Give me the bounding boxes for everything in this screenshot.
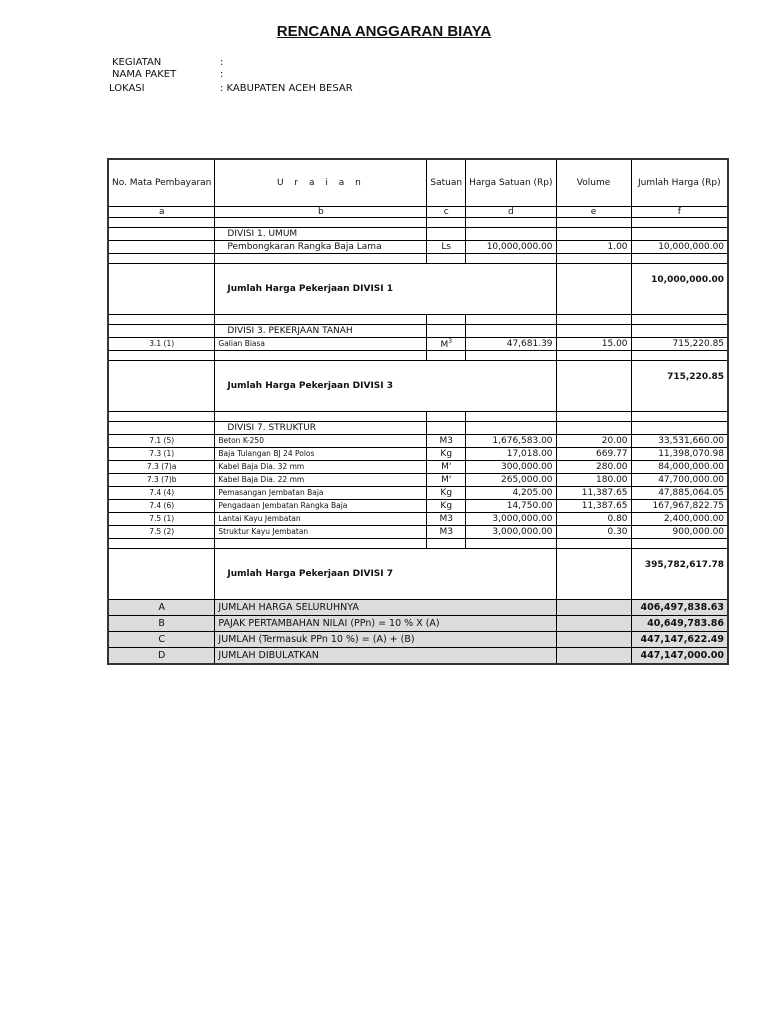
document-title: RENCANA ANGGARAN BIAYA [276,23,492,40]
table-row: 7.5 (1) Lantai Kayu Jembatan M3 3,000,000.00 0.80 2,400,000.00 [108,513,728,526]
spacer-row [108,412,728,422]
table-row: 7.5 (2) Struktur Kayu Jembatan M3 3,000,000.00 0.30 900,000.00 [108,526,728,539]
budget-table [107,158,729,665]
table-row: 7.3 (7)b Kabel Baja Dia. 22 mm M' 265,000.00 180.00 47,700,000.00 [108,474,728,487]
column-letter-row [108,207,728,218]
division-3-sum-value: 715,220.85 [631,361,728,412]
spacer-row [108,539,728,549]
header-no: No. Mata Pembayaran [108,159,215,207]
division-title-row [108,228,728,241]
spacer-row [108,351,728,361]
table-row: 7.4 (6) Pengadaan Jembatan Rangka Baja Kg 14,750.00 11,387.65 167,967,822.75 [108,500,728,513]
division-title-row [108,325,728,338]
total-row-d: D JUMLAH DIBULATKAN 447,147,000.00 [108,648,728,665]
header-uraian: U r a i a n [215,159,427,207]
division-1-sum-label: Jumlah Harga Pekerjaan DIVISI 1 [215,264,556,315]
spacer-row [108,315,728,325]
table-row: Pembongkaran Rangka Baja Lama Ls 10,000,000.00 1.00 10,000,000.00 [108,241,728,254]
table-row: 7.3 (1) Baja Tulangan BJ 24 Polos Kg 17,018.00 669.77 11,398,070.98 [108,448,728,461]
table-row: 7.3 (7)a Kabel Baja Dia. 32 mm M' 300,000.00 280.00 84,000,000.00 [108,461,728,474]
letter-a: a [108,207,215,218]
table-header-row [108,159,728,207]
header-harga: Harga Satuan (Rp) [466,159,556,207]
division-1-sum-value: 10,000,000.00 [631,264,728,315]
header-jumlah: Jumlah Harga (Rp) [631,159,728,207]
division-sum-row [108,549,728,600]
header-satuan: Satuan [427,159,466,207]
meta-label-kegiatan: KEGIATAN [112,57,162,68]
division-sum-row [108,361,728,412]
meta-value-kegiatan: : [220,57,224,68]
division-7-title: DIVISI 7. STRUKTUR [215,422,427,435]
meta-label-nama-paket: NAMA PAKET [112,69,177,80]
total-row-c: C JUMLAH (Termasuk PPn 10 %) = (A) + (B) 447,147,622.49 [108,632,728,648]
division-7-sum-value: 395,782,617.78 [631,549,728,600]
division-sum-row [108,264,728,315]
letter-f: f [631,207,728,218]
spacer-row [108,218,728,228]
division-3-title: DIVISI 3. PEKERJAAN TANAH [215,325,427,338]
header-volume: Volume [556,159,631,207]
letter-d: d [466,207,556,218]
total-row-b: B PAJAK PERTAMBAHAN NILAI (PPn) = 10 % X (A) 40,649,783.86 [108,616,728,632]
total-row-a: A JUMLAH HARGA SELURUHNYA 406,497,838.63 [108,600,728,616]
table-row: 7.4 (4) Pemasangan Jembatan Baja Kg 4,205.00 11,387.65 47,885,064.05 [108,487,728,500]
table-row: 7.1 (5) Beton K-250 M3 1,676,583.00 20.00 33,531,660.00 [108,435,728,448]
letter-c: c [427,207,466,218]
division-7-sum-label: Jumlah Harga Pekerjaan DIVISI 7 [215,549,556,600]
division-1-title: DIVISI 1. UMUM [215,228,427,241]
division-title-row [108,422,728,435]
meta-value-lokasi: : KABUPATEN ACEH BESAR [220,83,353,94]
spacer-row [108,254,728,264]
meta-value-nama-paket: : [220,69,224,80]
meta-block [0,57,768,97]
table-row: 3.1 (1) Galian Biasa $M^3$ 47,681.39 15.00 715,220.85 [108,338,728,351]
letter-e: e [556,207,631,218]
letter-b: b [215,207,427,218]
meta-label-lokasi: LOKASI [109,83,145,94]
division-3-sum-label: Jumlah Harga Pekerjaan DIVISI 3 [215,361,556,412]
